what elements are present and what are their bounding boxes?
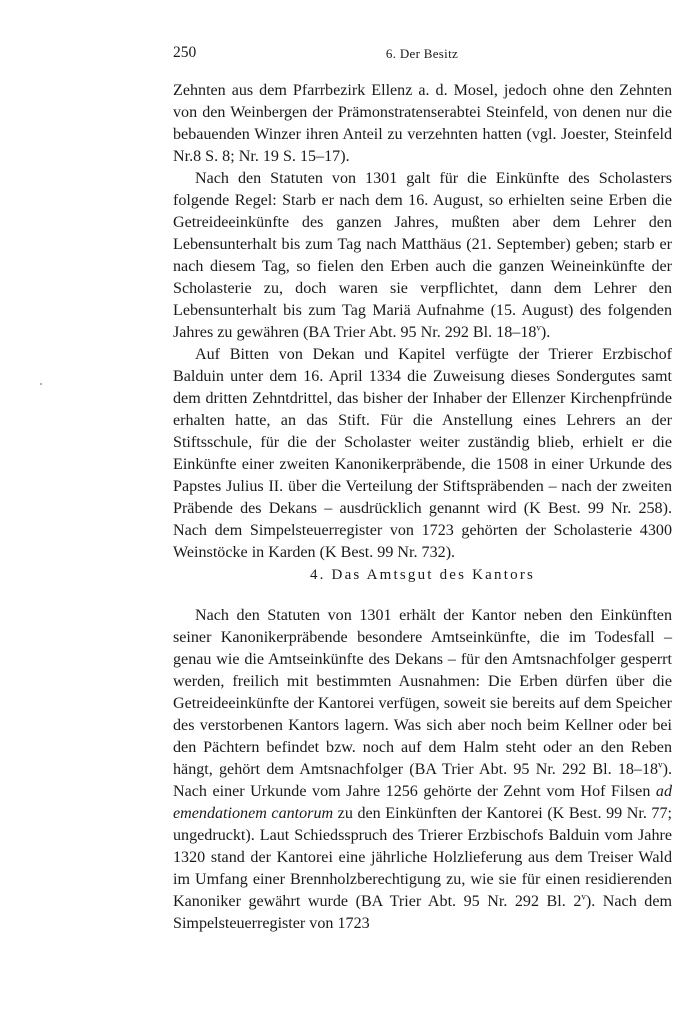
paragraph-kantor: [173, 605, 672, 935]
page-header: [173, 44, 671, 64]
body-text-upper: [173, 80, 672, 564]
paragraph-statutes-scholaster: [173, 168, 672, 344]
paragraph-text: Nach den Statuten von 1301 erhält der Kantor neben den Einkünften seiner Kanonikerpräbende besondere Amtseinkünfte, die im Todesfall – genau wie die Amtseinkünfte des Dekans – für den Amtsnachfolger gesperrt werden, freilich mit bestimmten Ausnahmen: Die Erben dürfen über die Getreideeinkünfte der Kantorei verfügen, soweit sie bereits auf dem Speicher des verstorbenen Kantors lagern. Was sich aber noch beim Kellner oder bei den Pächtern befindet bzw. noch auf dem Halm steht oder an den Reben hängt, gehört dem Amtsnachfolger (BA Trier Abt. 95 Nr. 292 Bl. 18–18: [173, 607, 672, 778]
body-text-lower: [173, 605, 672, 935]
folio-verso-mark: v: [658, 759, 663, 770]
margin-mark: [40, 383, 42, 385]
paragraph-text: ).: [540, 324, 551, 341]
paragraph-text: ). Nach dem Simpelsteuerregister von 1723: [173, 893, 672, 932]
folio-verso-mark: v: [581, 891, 586, 902]
paragraph-text: Nach den Statuten von 1301 galt für die Einkünfte des Scholasters folgende Regel: Starb er nach dem 16. August, so erhielten seine Erben die Getreideeinkünfte des ganzen Jahres, mußten aber dem Lehrer den Lebensunterhalt bis zum Tag nach Matthäus (21. September) geben; starb er nach diesem Tag, so fielen den Erben auch die ganzen Weineinkünfte der Scholasterie zu, doch waren sie verpflichtet, dann dem Lehrer den Lebensunterhalt bis zum Tag Mariä Aufnahme (15. August) des folgenden Jahres zu gewähren (BA Trier Abt. 95 Nr. 292 Bl. 18–18: [173, 170, 672, 341]
paragraph-balduin-1334: Auf Bitten von Dekan und Kapitel verfügte der Trierer Erzbischof Balduin unter dem 16. April 1334 die Zuweisung dieses Sondergutes samt dem dritten Zehntdrittel, das bisher der Inhaber der Ellenzer Kirchenpfründe erhalten hatte, an das Stift. Für die Anstellung eines Lehrers an der Stiftsschule, für die der Scholaster weiter zuständig blieb, erhielt er die Einkünfte einer zweiten Kanonikerpräbende, die 1508 in einer Urkunde des Papstes Julius II. über die Verteilung der Stiftspräbenden – nach der zweiten Präbende des Dekans – ausdrücklich genannt wird (K Best. 99 Nr. 258). Nach dem Simpelsteuerregister von 1723 gehörten der Scholasterie 4300 Weinstöcke in Karden (K Best. 99 Nr. 732).: [173, 346, 672, 561]
paragraph-continued: Zehnten aus dem Pfarrbezirk Ellenz a. d. Mosel, jedoch ohne den Zehnten von den Weinbergen der Prämonstratenserabtei Steinfeld, von denen nur die bebauenden Winzer ihren Anteil zu verzehnten hatten (vgl. Joester, Steinfeld Nr.8 S. 8; Nr. 19 S. 15–17).: [173, 82, 672, 165]
paragraph-text: zu den Einkünften der Kantorei (K Best. 99 Nr. 77; ungedruckt). Laut Schiedsspruch des Trierer Erzbischofs Balduin vom Jahre 1320 stand der Kantorei eine jährliche Holzlieferung aus dem Treiser Wald im Umfang einer Brennholzberechtigung zu, wie sie für einen residierenden Kanoniker gewährt wurde (BA Trier Abt. 95 Nr. 292 Bl. 2: [173, 805, 672, 910]
paragraph-text: ). Nach einer Urkunde vom Jahre 1256 gehörte der Zehnt vom Hof Filsen: [173, 761, 672, 800]
folio-verso-mark: v: [536, 322, 541, 333]
latin-phrase: ad emendationem cantorum: [173, 783, 672, 822]
page-number: 250: [173, 44, 197, 61]
running-head: 6. Der Besitz: [385, 46, 459, 61]
section-heading: 4. Das Amtsgut des Kantors: [309, 567, 536, 583]
